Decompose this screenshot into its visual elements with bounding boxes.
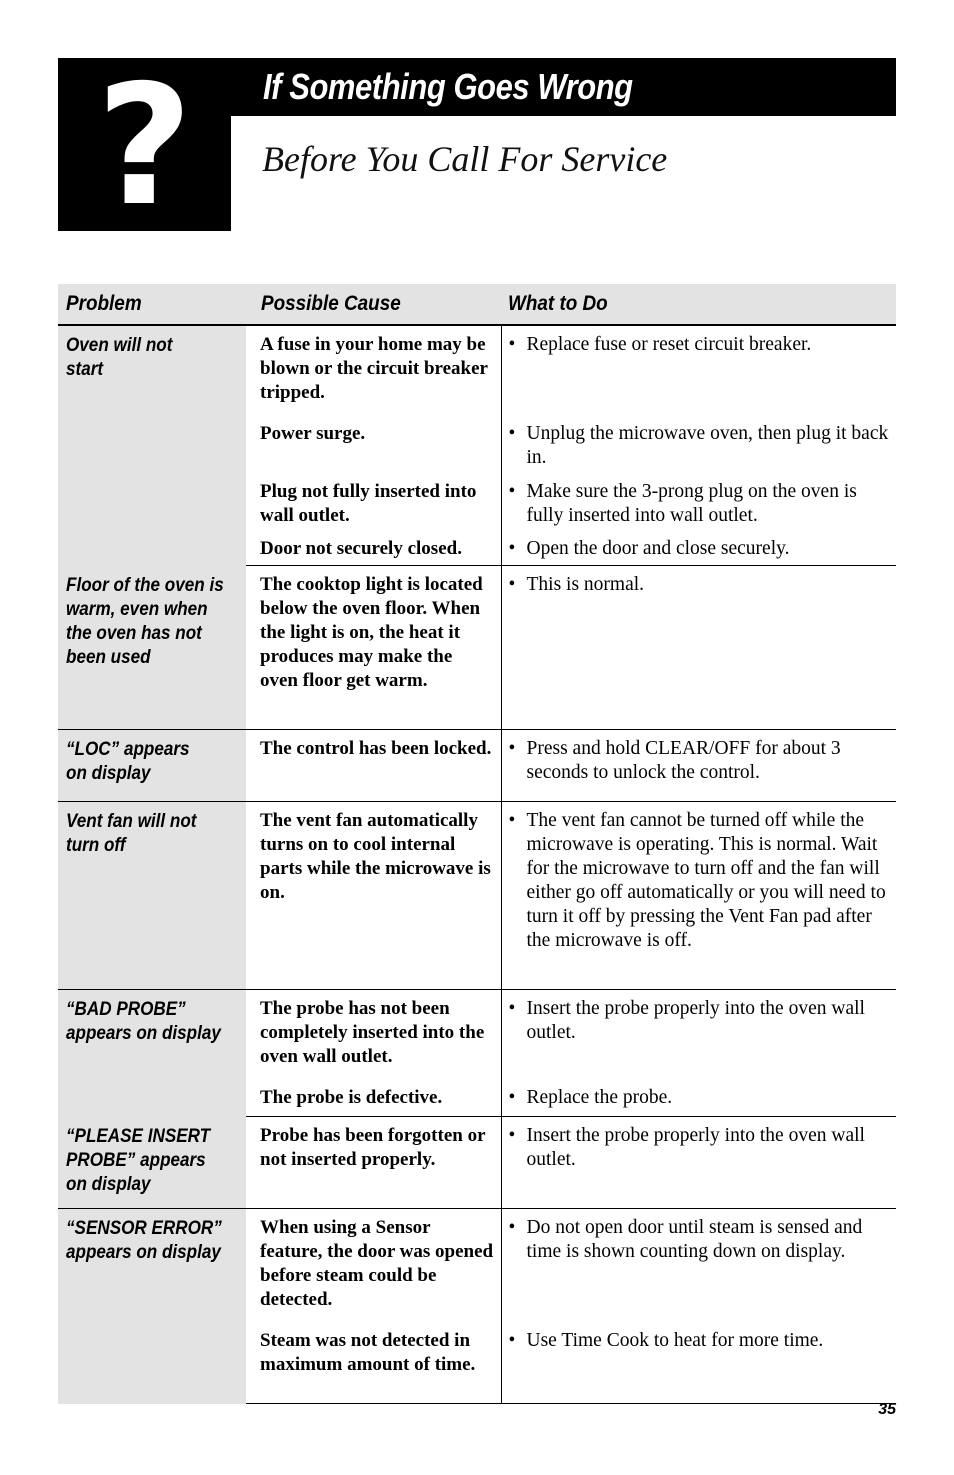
page-number: 35 [878, 1401, 896, 1418]
todo-cell: • Replace the probe. [501, 1079, 896, 1117]
todo-cell: • Open the door and close securely. [501, 530, 896, 566]
cause-cell: When using a Sensor feature, the door was opened before steam could be detected. [246, 1209, 501, 1323]
todo-cell: • Use Time Cook to heat for more time. [501, 1322, 896, 1404]
bullet-icon: • [508, 998, 516, 1019]
bullet-icon: • [508, 423, 516, 444]
column-header-possible-cause: Possible Cause [246, 284, 501, 325]
bullet-icon: • [508, 481, 516, 502]
table-row [58, 990, 896, 1080]
cause-cell: Door not securely closed. [246, 530, 501, 566]
bullet-icon: • [508, 334, 516, 355]
todo-cell: • Press and hold CLEAR/OFF for about 3 seconds to unlock the control. [501, 730, 896, 802]
table-row [58, 566, 896, 730]
bullet-icon: • [508, 1125, 516, 1146]
todo-cell: • Do not open door until steam is sensed and time is shown counting down on display. [501, 1209, 896, 1323]
table-row [58, 1117, 896, 1209]
table-row [58, 1209, 896, 1323]
question-mark-glyph: ? [96, 49, 193, 243]
problem-cell: Oven will not start [58, 325, 246, 566]
troubleshooting-table [58, 284, 896, 1404]
cause-cell: Plug not fully inserted into wall outlet. [246, 473, 501, 530]
column-header-problem: Problem [58, 284, 246, 325]
cause-cell: The probe is defective. [246, 1079, 501, 1117]
table-row [58, 802, 896, 990]
table-header-row [58, 284, 896, 325]
cause-cell: Power surge. [246, 415, 501, 473]
cause-cell: A fuse in your home may be blown or the circuit breaker tripped. [246, 325, 501, 415]
column-header-what-to-do: What to Do [501, 284, 896, 325]
todo-cell: • Insert the probe properly into the oven wall outlet. [501, 1117, 896, 1209]
problem-cell: Vent fan will not turn off [58, 802, 246, 990]
problem-cell: “SENSOR ERROR” appears on display [58, 1209, 246, 1404]
question-mark-icon [58, 49, 231, 243]
bullet-icon: • [508, 738, 516, 759]
cause-cell: Steam was not detected in maximum amount of time. [246, 1322, 501, 1404]
cause-cell: Probe has been forgotten or not inserted properly. [246, 1117, 501, 1209]
todo-cell: • Unplug the microwave oven, then plug it back in. [501, 415, 896, 473]
page-title: If Something Goes Wrong [263, 66, 633, 107]
table-row [58, 325, 896, 415]
todo-cell: • Make sure the 3-prong plug on the oven is fully inserted into wall outlet. [501, 473, 896, 530]
bullet-icon: • [508, 574, 516, 595]
cause-cell: The control has been locked. [246, 730, 501, 802]
todo-cell: • Replace fuse or reset circuit breaker. [501, 325, 896, 415]
page-subtitle: Before You Call For Service [262, 139, 668, 179]
problem-cell: Floor of the oven is warm, even when the oven has not been used [58, 566, 246, 730]
bullet-icon: • [508, 538, 516, 559]
cause-cell: The vent fan automatically turns on to cool internal parts while the microwave is on. [246, 802, 501, 990]
problem-cell: “LOC” appears on display [58, 730, 246, 802]
bullet-icon: • [508, 1217, 516, 1238]
bullet-icon: • [508, 1087, 516, 1108]
cause-cell: The cooktop light is located below the oven floor. When the light is on, the heat it produces may make the oven floor get warm. [246, 566, 501, 730]
bullet-icon: • [508, 1330, 516, 1351]
bullet-icon: • [508, 810, 516, 831]
todo-cell: • The vent fan cannot be turned off while the microwave is operating. This is normal. Wait for the microwave to turn off and the fan will either go off automatically or you will need to turn it off by pressing the Vent Fan pad after the microwave is off. [501, 802, 896, 990]
todo-cell: • This is normal. [501, 566, 896, 730]
cause-cell: The probe has not been completely inserted into the oven wall outlet. [246, 990, 501, 1080]
problem-cell: “PLEASE INSERT PROBE” appears on display [58, 1117, 246, 1209]
title-bar [231, 58, 896, 116]
problem-cell: “BAD PROBE” appears on display [58, 990, 246, 1117]
todo-cell: • Insert the probe properly into the oven wall outlet. [501, 990, 896, 1080]
table-row [58, 730, 896, 802]
